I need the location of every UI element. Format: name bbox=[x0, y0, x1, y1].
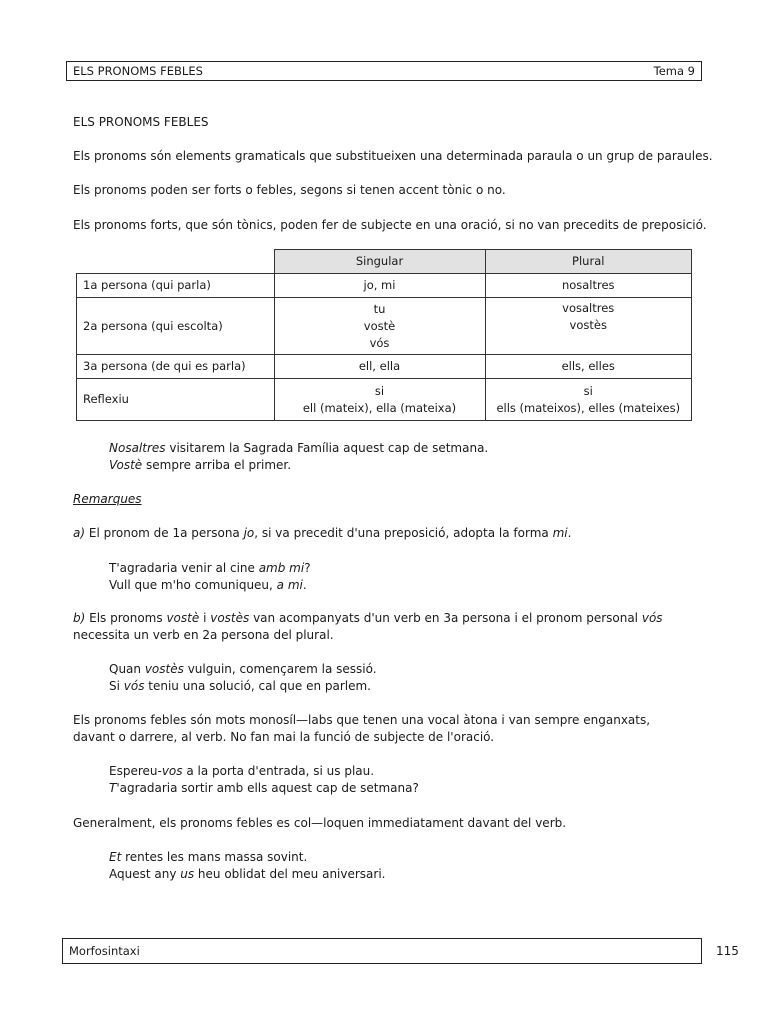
cell-line: si bbox=[583, 383, 593, 398]
cell-line: jo, mi bbox=[363, 278, 396, 292]
example-line bbox=[109, 763, 374, 780]
col-header-plural: Plural bbox=[485, 250, 692, 274]
example-text: Si bbox=[109, 679, 124, 693]
header-tema: Tema 9 bbox=[653, 64, 695, 78]
remark-text: van acompanyats d'un verb en 3a persona i el pronom personal bbox=[249, 611, 642, 625]
cell-singular bbox=[274, 298, 485, 355]
remarques-label: Remarques bbox=[73, 492, 142, 506]
col-header-singular: Singular bbox=[274, 250, 485, 274]
example-italic: T' bbox=[109, 781, 120, 795]
cell-plural bbox=[485, 298, 692, 355]
remark-text: Els pronoms bbox=[85, 611, 167, 625]
example-italic: vostès bbox=[144, 662, 184, 676]
remark-text: . bbox=[567, 526, 572, 540]
example-italic: amb mi bbox=[258, 561, 305, 575]
cell-line: vosaltres bbox=[562, 301, 615, 315]
table-header-row bbox=[77, 250, 692, 274]
table-row bbox=[77, 298, 692, 355]
remark-text: El pronom de 1a persona bbox=[85, 526, 244, 540]
paragraph-forts: Els pronoms forts, que són tònics, poden fer de subjecte en una oració, si no van precedits de preposició. bbox=[73, 218, 707, 232]
paragraph-position: Generalment, els pronoms febles es col—loquen immediatament davant del verb. bbox=[73, 816, 567, 830]
remark-italic: vostè bbox=[166, 611, 200, 625]
example-line bbox=[109, 780, 419, 797]
footer-label: Morfosintaxi bbox=[69, 944, 140, 958]
page-number: 115 bbox=[716, 944, 739, 958]
example-line bbox=[109, 440, 488, 457]
example-text: agradaria sortir amb ells aquest cap de setmana? bbox=[119, 781, 419, 795]
example-text: Quan bbox=[109, 662, 145, 676]
cell-line: si bbox=[374, 383, 385, 398]
example-line bbox=[109, 560, 311, 577]
example-text: ? bbox=[304, 561, 311, 575]
remark-text: , si va precedit d'una preposició, adopta la forma bbox=[254, 526, 553, 540]
example-italic: a mi bbox=[276, 578, 303, 592]
example-line bbox=[109, 457, 291, 474]
remark-italic: jo bbox=[243, 526, 255, 540]
example-text: teniu una solució, cal que en parlem. bbox=[144, 679, 371, 693]
table-row bbox=[77, 355, 692, 379]
remark-b bbox=[73, 610, 695, 644]
remark-text: necessita un verb en 2a persona del plural. bbox=[73, 628, 334, 642]
remark-a bbox=[73, 525, 571, 542]
cell-line: ells (mateixos), elles (mateixes) bbox=[496, 400, 681, 415]
cell-singular bbox=[274, 379, 485, 421]
cell-plural bbox=[485, 355, 692, 379]
example-text: . bbox=[302, 578, 307, 592]
remark-marker: b) bbox=[73, 611, 86, 625]
example-line bbox=[109, 577, 307, 594]
example-italic: Nosaltres bbox=[109, 441, 166, 455]
cell-line: ells, elles bbox=[561, 359, 615, 373]
example-italic: vós bbox=[123, 679, 145, 693]
example-line bbox=[109, 661, 377, 678]
example-italic: Vostè bbox=[109, 458, 143, 472]
pronouns-table bbox=[76, 249, 692, 421]
cell-singular bbox=[274, 274, 485, 298]
cell-line: ell, ella bbox=[358, 359, 401, 373]
cell-singular bbox=[274, 355, 485, 379]
cell-line: nosaltres bbox=[561, 278, 615, 292]
remarques-heading bbox=[73, 491, 142, 508]
table-corner bbox=[77, 250, 275, 274]
example-text: Espereu- bbox=[109, 764, 162, 778]
example-text: Vull que m'ho comuniqueu, bbox=[109, 578, 277, 592]
section-title: ELS PRONOMS FEBLES bbox=[73, 115, 209, 129]
example-line bbox=[109, 678, 371, 695]
example-text: vulguin, començarem la sessió. bbox=[183, 662, 377, 676]
paragraph-definition: Els pronoms són elements gramaticals que substitueixen una determinada paraula o un grup de paraules. bbox=[73, 149, 713, 163]
cell-line: ell (mateix), ella (mateixa) bbox=[302, 400, 457, 415]
paragraph-forts-febles: Els pronoms poden ser forts o febles, segons si tenen accent tònic o no. bbox=[73, 183, 506, 197]
remark-marker: a) bbox=[73, 526, 86, 540]
cell-line: vostès bbox=[569, 318, 607, 332]
remark-italic: vostès bbox=[210, 611, 250, 625]
paragraph-febles: Els pronoms febles són mots monosíl—labs que tenen una vocal àtona i van sempre enganxats, davant o darrere, al verb. No fan mai la funció de subjecte de l'oració. bbox=[73, 713, 651, 744]
page-header bbox=[66, 61, 702, 81]
remark-italic: vós bbox=[641, 611, 663, 625]
header-title: ELS PRONOMS FEBLES bbox=[73, 64, 203, 78]
row-label: Reflexiu bbox=[77, 379, 275, 421]
table-row bbox=[77, 379, 692, 421]
cell-plural bbox=[485, 379, 692, 421]
example-text: visitarem la Sagrada Família aquest cap de setmana. bbox=[165, 441, 489, 455]
example-italic: vos bbox=[161, 764, 183, 778]
example-text: Aquest any bbox=[109, 867, 181, 881]
remark-italic: mi bbox=[552, 526, 568, 540]
row-label: 2a persona (qui escolta) bbox=[77, 298, 275, 355]
example-text: heu oblidat del meu aniversari. bbox=[194, 867, 386, 881]
page-footer bbox=[62, 938, 702, 964]
example-line bbox=[109, 849, 307, 866]
table-row bbox=[77, 274, 692, 298]
cell-plural bbox=[485, 274, 692, 298]
row-label: 3a persona (de qui es parla) bbox=[77, 355, 275, 379]
example-italic: us bbox=[180, 867, 195, 881]
cell-line: vostè bbox=[363, 318, 396, 333]
remark-text: i bbox=[199, 611, 211, 625]
row-label: 1a persona (qui parla) bbox=[77, 274, 275, 298]
example-text: sempre arriba el primer. bbox=[142, 458, 292, 472]
example-italic: Et bbox=[109, 850, 122, 864]
cell-line: tu bbox=[373, 301, 386, 316]
example-line bbox=[109, 866, 386, 883]
example-text: a la porta d'entrada, si us plau. bbox=[182, 764, 375, 778]
cell-line: vós bbox=[369, 335, 390, 350]
example-text: rentes les mans massa sovint. bbox=[121, 850, 308, 864]
example-text: T'agradaria venir al cine bbox=[109, 561, 259, 575]
